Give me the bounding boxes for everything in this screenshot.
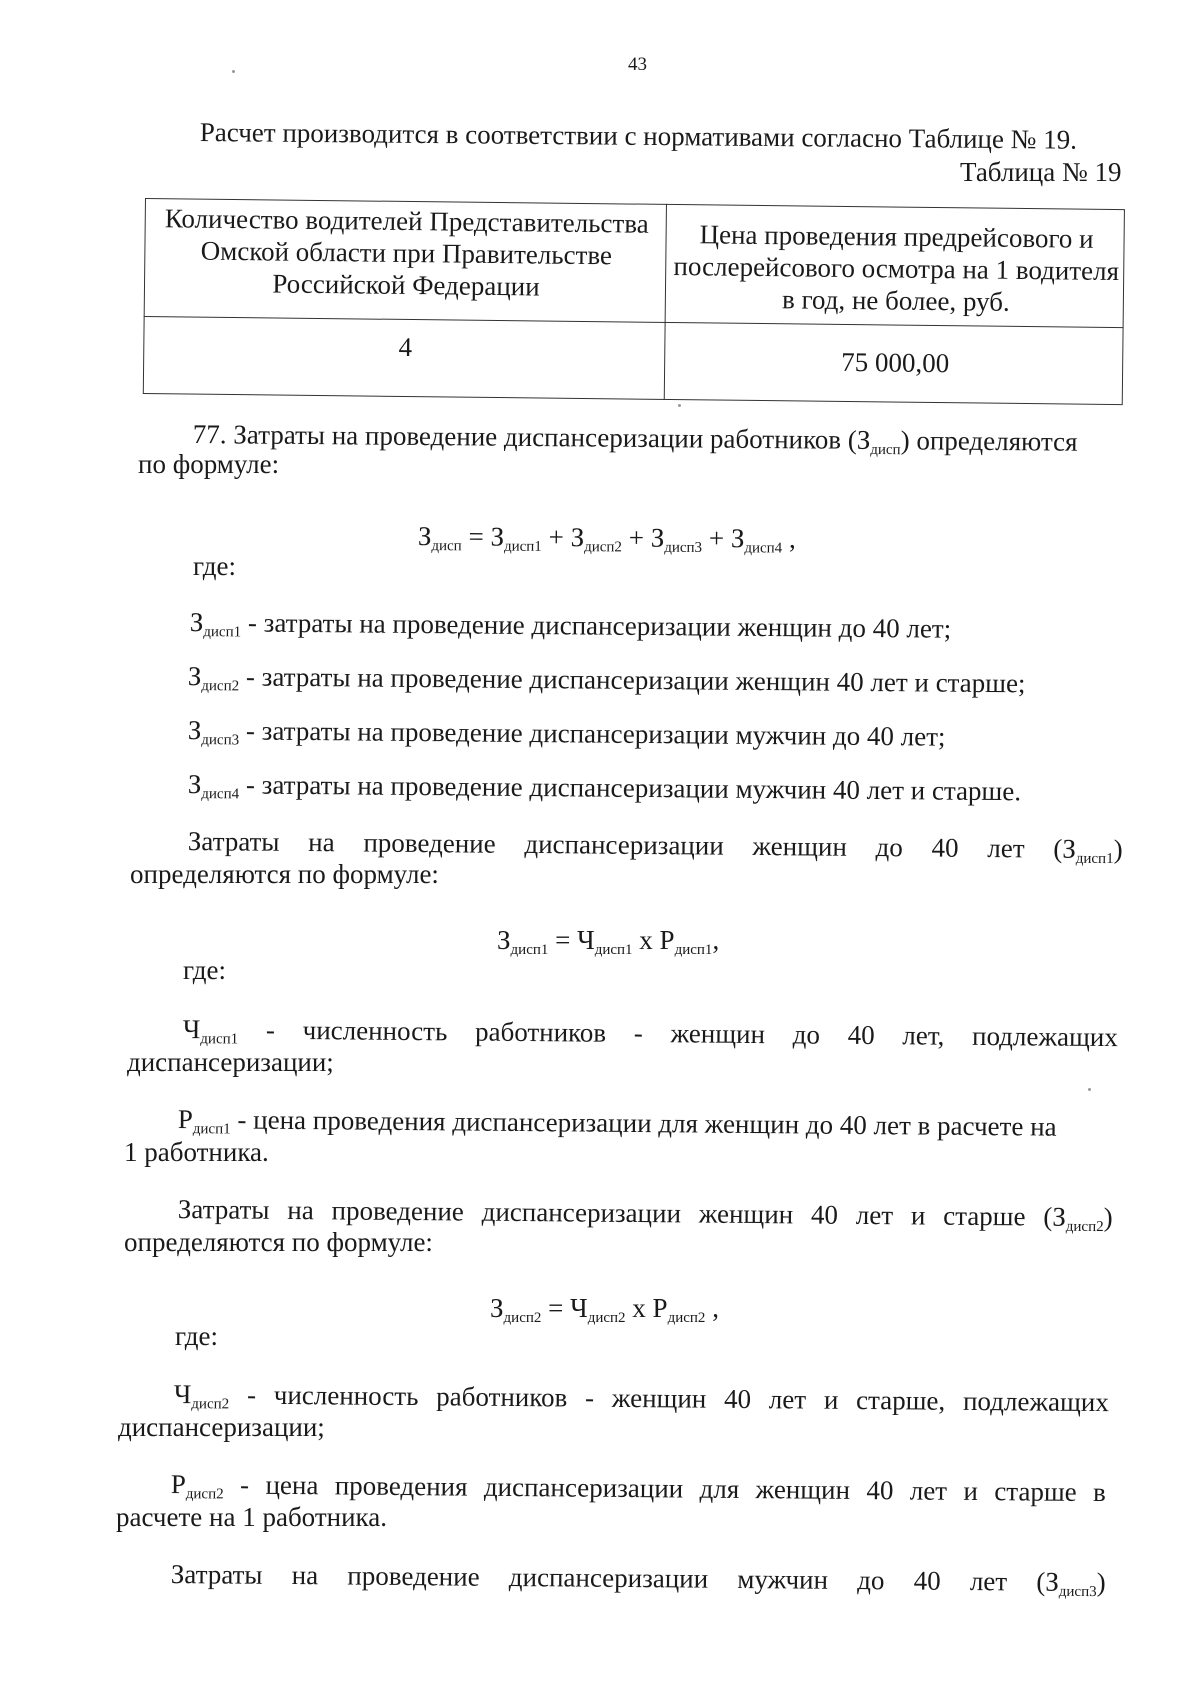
definition-price-disp1: $Р_{дисп1}$ - цена проведения диспансеризации для женщин до 40 лет в расчете на (177, 1104, 1057, 1142)
table-header-price: Цена проведения предрейсового и послерейсового осмотра на 1 водителя в год, не более, руб. (673, 219, 1120, 317)
table-cell-drivers: 4 (398, 331, 413, 363)
definition-headcount-disp1-line2: диспансеризации; (127, 1047, 334, 1077)
table-header-drivers: Количество водителей Представительства Омской области при Правительстве Российской Федерации (164, 203, 649, 302)
definition-price-disp2: $Р_{дисп2}$ - цена проведения диспансеризации для женщин 40 лет и старше в (170, 1469, 1106, 1508)
women-40-plus-line2: определяются по формуле: (124, 1227, 433, 1257)
scan-speck (678, 404, 681, 407)
definition-disp3: $З_{дисп3}$ - затраты на проведение диспансеризации мужчин до 40 лет; (187, 714, 946, 752)
where-label-2: где: (183, 955, 226, 985)
women-under-40-paragraph: Затраты на проведение диспансеризации женщин до 40 лет $(З_{дисп1})$ (187, 825, 1123, 868)
formula-disp2: $З_{дисп2} = Ч_{дисп2}$ х $Р_{дисп2}$ , (490, 1293, 719, 1326)
definition-disp2: $З_{дисп2}$ - затраты на проведение диспансеризации женщин 40 лет и старше; (187, 660, 1026, 699)
paragraph-77-line2: по формуле: (138, 449, 280, 479)
intro-paragraph: Расчет производится в соответствии с нормативами согласно Таблице № 19. (199, 116, 1078, 155)
women-under-40-line2: определяются по формуле: (130, 859, 439, 889)
where-label-3: где: (175, 1321, 218, 1351)
definition-disp1: $З_{дисп1}$ - затраты на проведение диспансеризации женщин до 40 лет; (189, 606, 952, 644)
definition-headcount-disp2: $Ч_{дисп2}$ - численность работников - женщин 40 лет и старше, подлежащих (173, 1379, 1109, 1418)
women-40-plus-paragraph: Затраты на проведение диспансеризации женщин 40 лет и старше $(З_{дисп2})$ (177, 1194, 1113, 1236)
page-number: 43 (628, 54, 647, 75)
definition-headcount-disp1: $Ч_{дисп1}$ - численность работников - женщин до 40 лет, подлежащих (182, 1013, 1118, 1053)
table-19 (143, 198, 1125, 405)
where-label-1: где: (193, 551, 236, 581)
definition-headcount-disp2-line2: диспансеризации; (118, 1412, 325, 1442)
definition-disp4: $З_{дисп4}$ - затраты на проведение диспансеризации мужчин 40 лет и старше. (187, 768, 1022, 807)
definition-price-disp1-line2: 1 работника. (124, 1137, 269, 1167)
table-cell-price: 75 000,00 (841, 346, 950, 379)
men-under-40-paragraph: Затраты на проведение диспансеризации мужчин до 40 лет $(З_{дисп3})$ (170, 1559, 1106, 1601)
scan-speck (232, 70, 235, 73)
formula-disp1: $З_{дисп1} = Ч_{дисп1}$ х $Р_{дисп1}$, (497, 925, 720, 958)
definition-price-disp2-line2: расчете на 1 работника. (116, 1502, 387, 1532)
table-caption: Таблица № 19 (960, 157, 1122, 187)
scan-speck (1088, 1088, 1091, 1091)
paragraph-77: 77. Затраты на проведение диспансеризации работников $(З_{дисп})$ определяются (192, 418, 1078, 459)
formula-total: $З_{дисп} = З_{дисп1} + З_{дисп2} + З_{дисп3} + З_{дисп4}$ , (417, 521, 796, 557)
